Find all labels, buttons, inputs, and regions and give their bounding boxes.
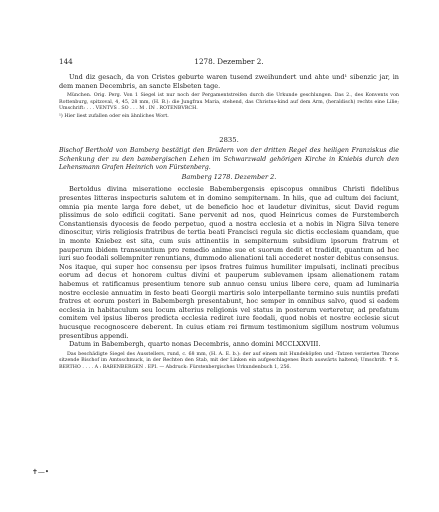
page-number: 144 [59, 57, 73, 66]
seal-note: Das beschädigte Siegel des Ausstellers, rund, c. 68 mm, (H. A. E. b.): der auf einem mit Hundeköpfen und -Tatzen verzierten Throne sitzende Bischof im Amtsschmuck, in der Rechten den Stab, mit der Linken ein aufgeschlagenes Buch auswärts haltend; Umschrift: ✝ S. BERTHO . . . . A : BABENBERGEN . EPI. — Abdruck: Fürstenbergisches Urkundenbuch 1, 256. [59, 351, 399, 370]
place-date: Bamberg 1278. Dezember 2. [181, 173, 277, 182]
running-title: 1278. Dezember 2. [194, 57, 264, 66]
charter-text: Bertoldus divina miseratione ecclesie Babembergensis episcopus omnibus Christi fidelibus presentes litteras inspecturis salutem et in domino sempiternam. In hiis, que ad cultum dei faciunt, omnia pia mente larga fore debet, ut de beneficio hoc et laudetur divinitus, sicut David regum plissimus de solo edificii cogitati. Sane pervenit ad nos, quod Heinricus comes de Furstemberch Constantiensis dyocesis de feodo perpetuo, quod a nostra ecclesia et a nobis in Nigra Silva tenere dinoscitur, viris religiosis fratribus de tertia beati Francisci regula sic dictis ecclesiam quandam, que in monte Kniebez est sita, cum suis attinentiis in sempiternum subsidium ipsorum fratrum et pauperum ibidem transeuntium pro remedio anime sue et suorum dedit et tradidit, quantum ad hec iuri suo feodali sollempniter renuntians, dummodo alienationi tali accederet noster debitus consensus. Nos itaque, qui super hoc consensu per ipsos fratres fuimus humiliter impulsati, inclinati precibus eorum ad decus et honorem cultus divini et pauperum sublevamen ipsam alienationem ratam habemus et ratificamus presentium tenore sub annuo censu unius libere cere, quam ad luminaria nostre ecclesie annuatim in festo beati Georgii martiris solo interpellante termino suis nuntiis prefati fratres et eorum posteri in Babembergh presentabunt, hoc semper in omnibus salvo, quod si eadem ecclesia in habitaculum seu locum alterius religionis vel status in posterum verteretur, ad prefatum comitem vel ipsius liberos predicta ecclesia rediret iure feodali, quod nobis et nostre ecclesie sicut hucusque recognoscere deberent. In cuius etiam rei firmum testimonium sigillum nostrum volumus presentibus appendi. [59, 185, 399, 340]
document-page [59, 56, 399, 371]
end-mark: ✝—• [32, 468, 49, 476]
dating-clause: Datum in Babembergh, quarto nonas Decembris, anno domini MCCLXXVIII. [69, 340, 321, 349]
running-head [59, 56, 399, 67]
document-notes [59, 352, 399, 372]
regest: Bischof Berthold von Bamberg bestätigt den Brüdern von der dritten Regel des heiligen Franziskus die Schenkung der zu den bambergischen Lehen im Schwarzwald gehörigen Kirche in Kniebis durch den Lehensmann Grafen Heinrich von Fürstenberg. [59, 147, 399, 171]
previous-note: München. Orig. Perg. Von 1 Siegel ist nur noch der Pergamentstreifen durch die Urkunde geschlungen. Das 2., des Konvents von Rottenburg, spitzoval, 4, 45, 28 mm, (H. B.): die Jungfrau Maria, stehend, das Christus-kind auf dem Arm, (heraldisch) rechts eine Lilie; Umschrift: . . . VENTVS . SO . . . M . IN . ROTENBVRCH. [59, 93, 399, 112]
continuation-paragraph: Und diz gesach, da von Cristes geburte waren tusend zweihundert und ahte und¹ sibenzic jar, in dem manen Decembris, an sancte Elsbeten tage. [59, 73, 399, 90]
previous-document-notes [59, 93, 399, 113]
document-number: 2835. [219, 136, 239, 145]
footnote: ¹) Hier liest zufallen oder ein ähnliches Wort. [59, 113, 169, 119]
